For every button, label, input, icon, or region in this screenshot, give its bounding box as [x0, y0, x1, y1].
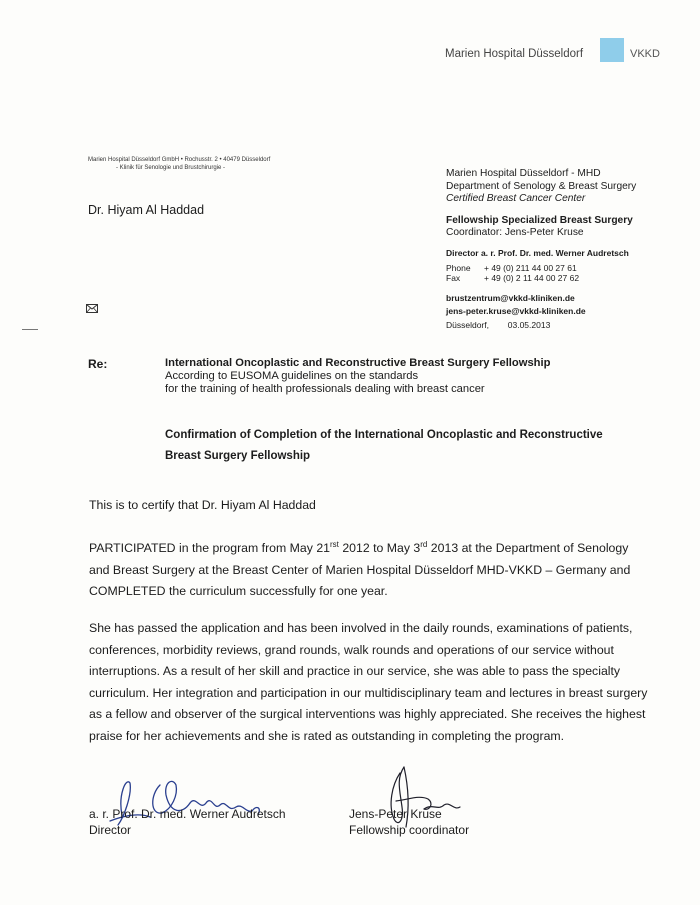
p2-text-c: 2013 at the Department of Senology and Breast Surgery at the Breast Center of Marien Hospital Düsseldorf MHD-VKKD – Germany and COMPLETED the curriculum successfully for one year.	[89, 541, 631, 598]
participation-paragraph	[89, 538, 649, 603]
hospital-name: Marien Hospital Düsseldorf	[445, 48, 584, 60]
date-line	[446, 319, 686, 332]
signatory-right	[349, 806, 469, 838]
re-line-3: for the training of health professionals dealing with breast cancer	[165, 383, 485, 395]
date-place: Düsseldorf,	[446, 320, 489, 330]
recipient-name: Dr. Hiyam Al Haddad	[88, 203, 205, 217]
confirmation-line-1: Confirmation of Completion of the International Oncoplastic and Reconstructive	[165, 429, 603, 441]
sender-line-1: Marien Hospital Düsseldorf GmbH • Rochusstr. 2 • 40479 Düsseldorf	[88, 157, 271, 163]
phone-value: + 49 (0) 211 44 00 27 61	[484, 263, 577, 273]
fold-mark	[22, 329, 38, 330]
org-line-3: Certified Breast Cancer Center	[446, 193, 586, 204]
fax-row	[446, 273, 686, 283]
email-2: jens-peter.kruse@vkkd-kliniken.de	[446, 305, 586, 316]
fax-value: + 49 (0) 2 11 44 00 27 62	[484, 273, 580, 283]
re-line-2: According to EUSOMA guidelines on the standards	[165, 370, 419, 382]
email-1: brustzentrum@vkkd-kliniken.de	[446, 293, 575, 303]
signatory-right-title: Fellowship coordinator	[349, 823, 470, 837]
signatory-left	[89, 806, 286, 838]
p2-text-b: 2012 to May 3	[338, 541, 421, 555]
coordinator-line: Coordinator: Jens-Peter Kruse	[446, 227, 584, 238]
envelope-icon	[86, 304, 98, 313]
p2-sup-1: rst	[330, 539, 339, 549]
p2-sup-2: rd	[420, 539, 428, 549]
fax-label: Fax	[446, 273, 461, 283]
confirmation-heading	[165, 425, 665, 467]
sender-line-2: - Klinik für Senologie und Brustchirurgie -	[116, 165, 226, 171]
phone-row	[446, 263, 686, 273]
signatory-right-name: Jens-Peter Kruse	[349, 807, 442, 821]
assessment-paragraph: She has passed the application and has been involved in the daily rounds, examinations of patients, conferences, morbidity reviews, grand rounds, walk rounds and operations of our service without interruptions. As a result of her skill and practice in our service, she was able to pass the specialty curriculum. Her integration and participation in our multidisciplinary team and lectures in breast surgery as a fellow and observer of the surgical interventions was highly appreciated. She receives the highest praise for her achievements and she is rated as outstanding in completing the program.	[89, 621, 648, 743]
re-subject	[165, 357, 665, 396]
signatory-left-name: a. r. Prof. Dr. med. Werner Audretsch	[89, 807, 286, 821]
director-line: Director a. r. Prof. Dr. med. Werner Audretsch	[446, 247, 629, 258]
certify-paragraph: This is to certify that Dr. Hiyam Al Haddad	[89, 498, 316, 512]
org-line-1: Marien Hospital Düsseldorf - MHD	[446, 168, 601, 179]
fellowship-title: Fellowship Specialized Breast Surgery	[446, 214, 633, 226]
brand-vkkd: VKKD	[630, 48, 660, 60]
p2-text-a: PARTICIPATED in the program from May 21	[89, 541, 331, 555]
re-label: Re:	[88, 357, 108, 371]
vkkd-logo-square	[600, 38, 624, 62]
signatory-left-title: Director	[89, 823, 132, 837]
letter-date: 03.05.2013	[507, 320, 551, 330]
contact-info-block	[446, 168, 686, 332]
sender-line	[88, 156, 270, 172]
confirmation-line-2: Breast Surgery Fellowship	[165, 450, 311, 462]
re-title: International Oncoplastic and Reconstructive Breast Surgery Fellowship	[165, 357, 551, 369]
phone-label: Phone	[446, 263, 471, 273]
org-line-2: Department of Senology & Breast Surgery	[446, 180, 637, 192]
